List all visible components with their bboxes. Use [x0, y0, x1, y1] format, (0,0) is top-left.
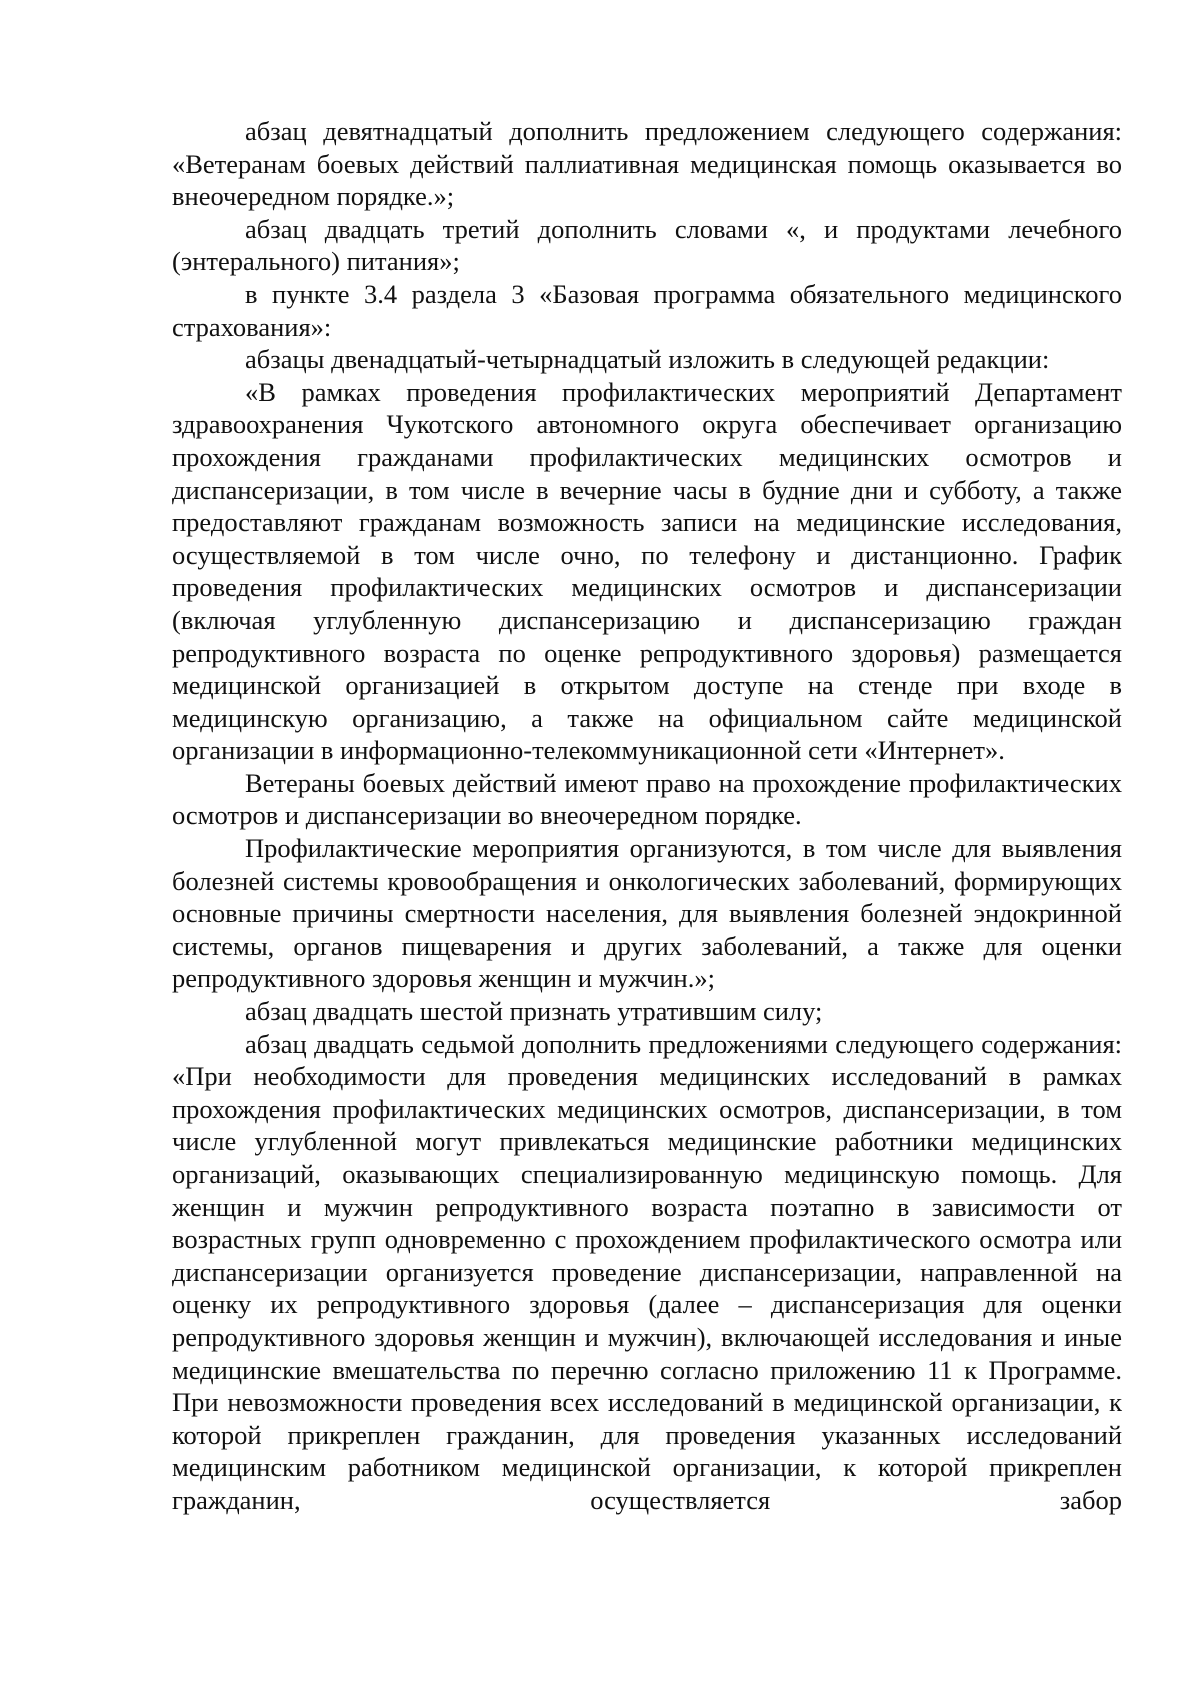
- paragraph-1: абзац девятнадцатый дополнить предложением следующего содержания: «Ветеранам боевых действий паллиативная медицинская помощь оказывается во внеочередном порядке.»;: [172, 116, 1122, 212]
- paragraph-7: Профилактические мероприятия организуются, в том числе для выявления болезней системы кровообращения и онкологических заболеваний, формирующих основные причины смертности населения, для выявления болезней эндокринной системы, органов пищеварения и других заболеваний, а также для оценки репродуктивного здоровья женщин и мужчин.»;: [172, 833, 1122, 994]
- document-page: [172, 115, 1122, 1517]
- paragraph-2: абзац двадцать третий дополнить словами «, и продуктами лечебного (энтерального) питания»;: [172, 213, 1122, 277]
- paragraph-8: абзац двадцать шестой признать утратившим силу;: [245, 996, 823, 1027]
- paragraph-3: в пункте 3.4 раздела 3 «Базовая программа обязательного медицинского страхования»:: [172, 278, 1122, 342]
- paragraph-6: Ветераны боевых действий имеют право на прохождение профилактических осмотров и диспансеризации во внеочередном порядке.: [172, 767, 1122, 831]
- paragraph-9: абзац двадцать седьмой дополнить предложениями следующего содержания: «При необходимости для проведения медицинских исследований в рамках прохождения профилактических медицинских осмотров, диспансеризации, в том числе углубленной могут привлекаться медицинские работники медицинских организаций, оказывающих специализированную медицинскую помощь. Для женщин и мужчин репродуктивного возраста поэтапно в зависимости от возрастных групп одновременно с прохождением профилактического осмотра или диспансеризации организуется проведение диспансеризации, направленной на оценку их репродуктивного здоровья (далее – диспансеризация для оценки репродуктивного здоровья женщин и мужчин), включающей исследования и иные медицинские вмешательства по перечню согласно приложению 11 к Программе. При невозможности проведения всех исследований в медицинской организации, к которой прикреплен гражданин, для проведения указанных исследований медицинским работником медицинской организации, к которой прикреплен гражданин, осуществляется забор: [172, 1028, 1122, 1515]
- paragraph-4: абзацы двенадцатый-четырнадцатый изложить в следующей редакции:: [245, 344, 1050, 375]
- paragraph-5: «В рамках проведения профилактических мероприятий Департамент здравоохранения Чукотского автономного округа обеспечивает организацию прохождения гражданами профилактических медицинских осмотров и диспансеризации, в том числе в вечерние часы в будние дни и субботу, а также предоставляют гражданам возможность записи на медицинские исследования, осуществляемой в том числе очно, по телефону и дистанционно. График проведения профилактических медицинских осмотров и диспансеризации (включая углубленную диспансеризацию и диспансеризацию граждан репродуктивного возраста по оценке репродуктивного здоровья) размещается медицинской организацией в открытом доступе на стенде при входе в медицинскую организацию, а также на официальном сайте медицинской организации в информационно-телекоммуникационной сети «Интернет».: [172, 376, 1122, 766]
